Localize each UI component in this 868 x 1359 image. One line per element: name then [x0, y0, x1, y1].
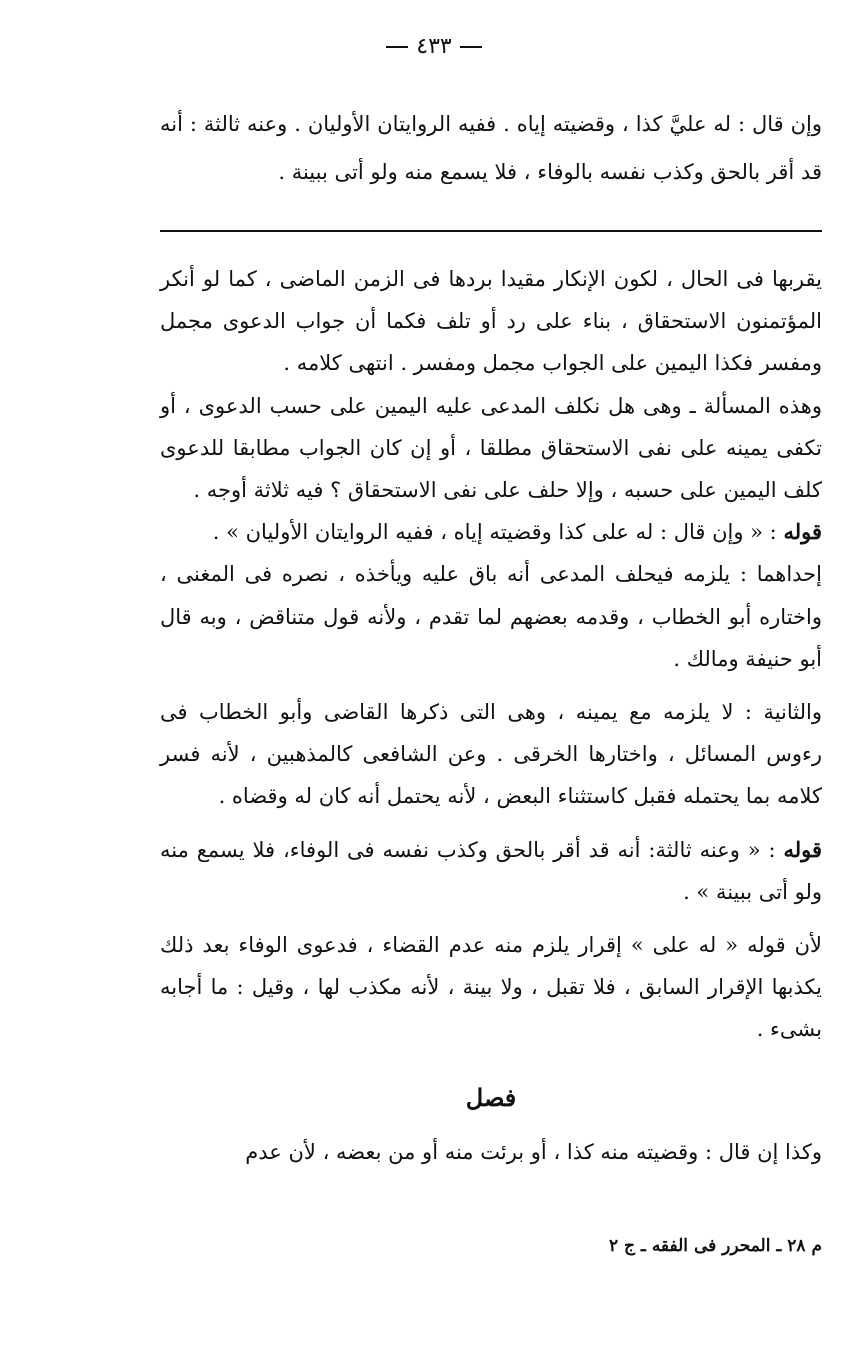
header-dash-left: [386, 46, 408, 48]
commentary-paragraph: إحداهما : يلزمه فيحلف المدعى أنه باق عليه ويأخذه ، نصره فى المغنى ، واختاره أبو الخطاب ، وقدمه بعضهم لما تقدم ، ولأنه قول متناقض ، وبه قال أبو حنيفة ومالك .: [160, 562, 822, 671]
quote-text: : « وإن قال : له على كذا وقضيته إياه ، ففيه الروايتان الأوليان » .: [212, 520, 777, 545]
quote-paragraph: [160, 511, 822, 553]
qawluhu-label: قوله: [783, 836, 822, 862]
signature-line: م ٢٨ ـ المحرر فى الفقه ـ ج ٢: [608, 1236, 822, 1256]
separator-rule: [160, 230, 822, 232]
qawluhu-label: قوله: [783, 519, 822, 545]
header-dash-right: [460, 46, 482, 48]
page-header: [0, 34, 868, 59]
matn-text: وإن قال : له عليَّ كذا ، وقضيته إياه . ففيه الروايتان الأوليان . وعنه ثالثة : أنه قد أقر بالحق وكذب نفسه بالوفاء ، فلا يسمع منه ولو أتى ببينة .: [160, 112, 822, 184]
commentary-paragraph: يقربها فى الحال ، لكون الإنكار مقيدا بردها فى الزمن الماضى ، كما لو أنكر المؤتمنون الاستحقاق ، بناء على رد أو تلف فكما أن جواب الدعوى مجمل ومفسر فكذا اليمين على الجواب مجمل ومفسر . انتهى كلامه .: [160, 267, 822, 376]
section-title: فصل: [465, 1082, 517, 1112]
commentary: [160, 258, 822, 1173]
commentary-paragraph: لأن قوله « له على » إقرار يلزم منه عدم القضاء ، فدعوى الوفاء بعد ذلك يكذبها الإقرار السابق ، فلا تقبل ، ولا بينة ، لأنه مكذب لها ، وقيل : ما أجابه بشىء .: [160, 933, 822, 1042]
quote-text: : « وعنه ثالثة: أنه قد أقر بالحق وكذب نفسه فى الوفاء، فلا يسمع منه ولو أتى ببينة » .: [160, 837, 822, 904]
page-number: ٤٣٣: [416, 34, 452, 59]
quote-paragraph: [160, 829, 822, 913]
commentary-paragraph: وهذه المسألة ـ وهى هل نكلف المدعى عليه اليمين على حسب الدعوى ، أو تكفى يمينه على نفى الاستحقاق مطلقا ، أو إن كان الجواب مطابقا للدعوى كلف اليمين على حسبه ، وإلا حلف على نفى الاستحقاق ؟ فيه ثلاثة أوجه .: [160, 393, 822, 503]
commentary-paragraph: والثانية : لا يلزمه مع يمينه ، وهى التى ذكرها القاضى وأبو الخطاب فى رءوس المسائل ، واختارها الخرقى . وعن الشافعى كالمذهبين ، لأنه فسر كلامه بما يحتمله فقبل كاستثناء البعض ، لأنه يحتمل أنه كان له وقضاه .: [160, 700, 822, 809]
commentary-paragraph: وكذا إن قال : وقضيته منه كذا ، أو برئت منه أو من بعضه ، لأن عدم: [245, 1139, 822, 1164]
